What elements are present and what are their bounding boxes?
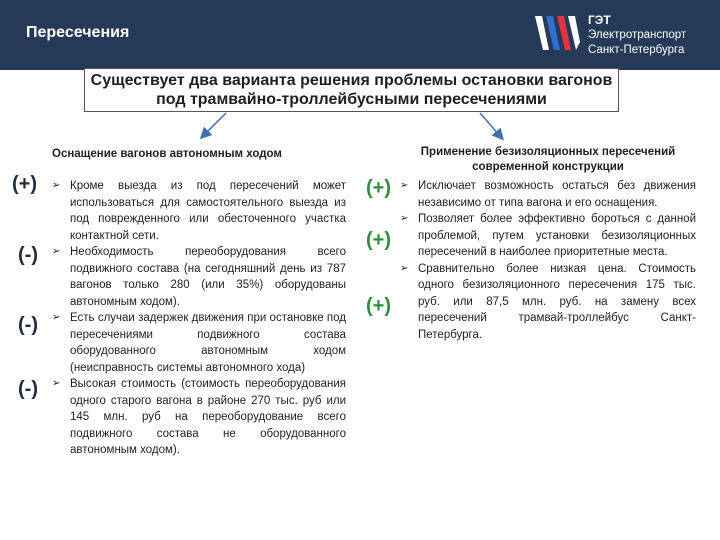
arrow-bullet-icon: ➢ <box>52 378 61 389</box>
arrow-bullet-icon: ➢ <box>52 246 61 257</box>
list-item <box>398 261 696 344</box>
list-item-text: Позволяет более эффективно бороться с данной проблемой, путем установки безизоляционных пересечений в наиболее приоритетные места. <box>418 213 696 258</box>
logo-line1: Электротранспорт <box>588 29 687 41</box>
right-column-title: Применение безизоляционных пересечений современной конструкции <box>420 146 676 173</box>
branch-arrows <box>0 0 720 160</box>
right-list <box>398 178 696 343</box>
list-item-text: Необходимость переоборудования всего подвижного состава (на сегодняшний день из 787 вагонов только 280 (или 35%) оборудованы автономным ходом). <box>70 246 346 308</box>
main-question-text: Существует два варианта решения проблемы остановки вагонов под трамвайно-троллейбусными пересечениями <box>90 72 613 108</box>
marker-minus: (-) <box>18 244 38 266</box>
marker-plus: (+) <box>12 173 37 195</box>
list-item <box>50 310 346 376</box>
marker-plus: (+) <box>366 295 391 317</box>
logo-abbr: ГЭТ <box>588 13 611 27</box>
list-item-text: Исключает возможность остаться без движения независимо от типа вагона и его оснащения. <box>418 180 696 209</box>
list-item <box>50 244 346 310</box>
arrow-right <box>480 113 500 136</box>
list-item-text: Кроме выезда из под пересечений может использоваться для самостоятельного выезда из под поврежденного или обесточенного участка контактной сети. <box>70 180 346 242</box>
arrow-bullet-icon: ➢ <box>400 262 409 274</box>
arrow-bullet-icon: ➢ <box>52 312 61 323</box>
arrow-bullet-icon: ➢ <box>52 180 61 191</box>
page-title: Пересечения <box>26 24 130 41</box>
marker-minus: (-) <box>18 314 38 336</box>
arrow-bullet-icon: ➢ <box>400 180 409 191</box>
list-item <box>50 376 346 459</box>
arrow-bullet-icon: ➢ <box>400 213 409 224</box>
marker-plus: (+) <box>366 177 391 199</box>
left-list <box>50 178 346 459</box>
marker-minus: (-) <box>18 378 38 400</box>
list-item <box>398 211 696 261</box>
left-column-title: Оснащение вагонов автономным ходом <box>52 148 282 160</box>
marker-plus: (+) <box>366 229 391 251</box>
list-item-text: Высокая стоимость (стоимость переоборудования одного старого вагона в районе 270 тыс. руб или 145 млн. руб на переоборудование всего подвижного состава не оборудованного автономным ходом). <box>70 378 346 456</box>
list-item <box>50 178 346 244</box>
list-item-text: Сравнительно более низкая цена. Стоимость одного безизоляционного пересечения 175 тыс. руб. или 87,5 млн. руб. на замену всех пересечений трамвай-троллейбус Санкт-Петербурга. <box>418 262 696 341</box>
list-item <box>398 178 696 211</box>
logo-line2: Санкт-Петербурга <box>588 44 685 56</box>
list-item-text: Есть случаи задержек движения при остановке под пересечениями подвижного состава оборудованного автономным ходом (неисправность системы автономного хода) <box>70 312 346 374</box>
arrow-left <box>204 113 226 135</box>
